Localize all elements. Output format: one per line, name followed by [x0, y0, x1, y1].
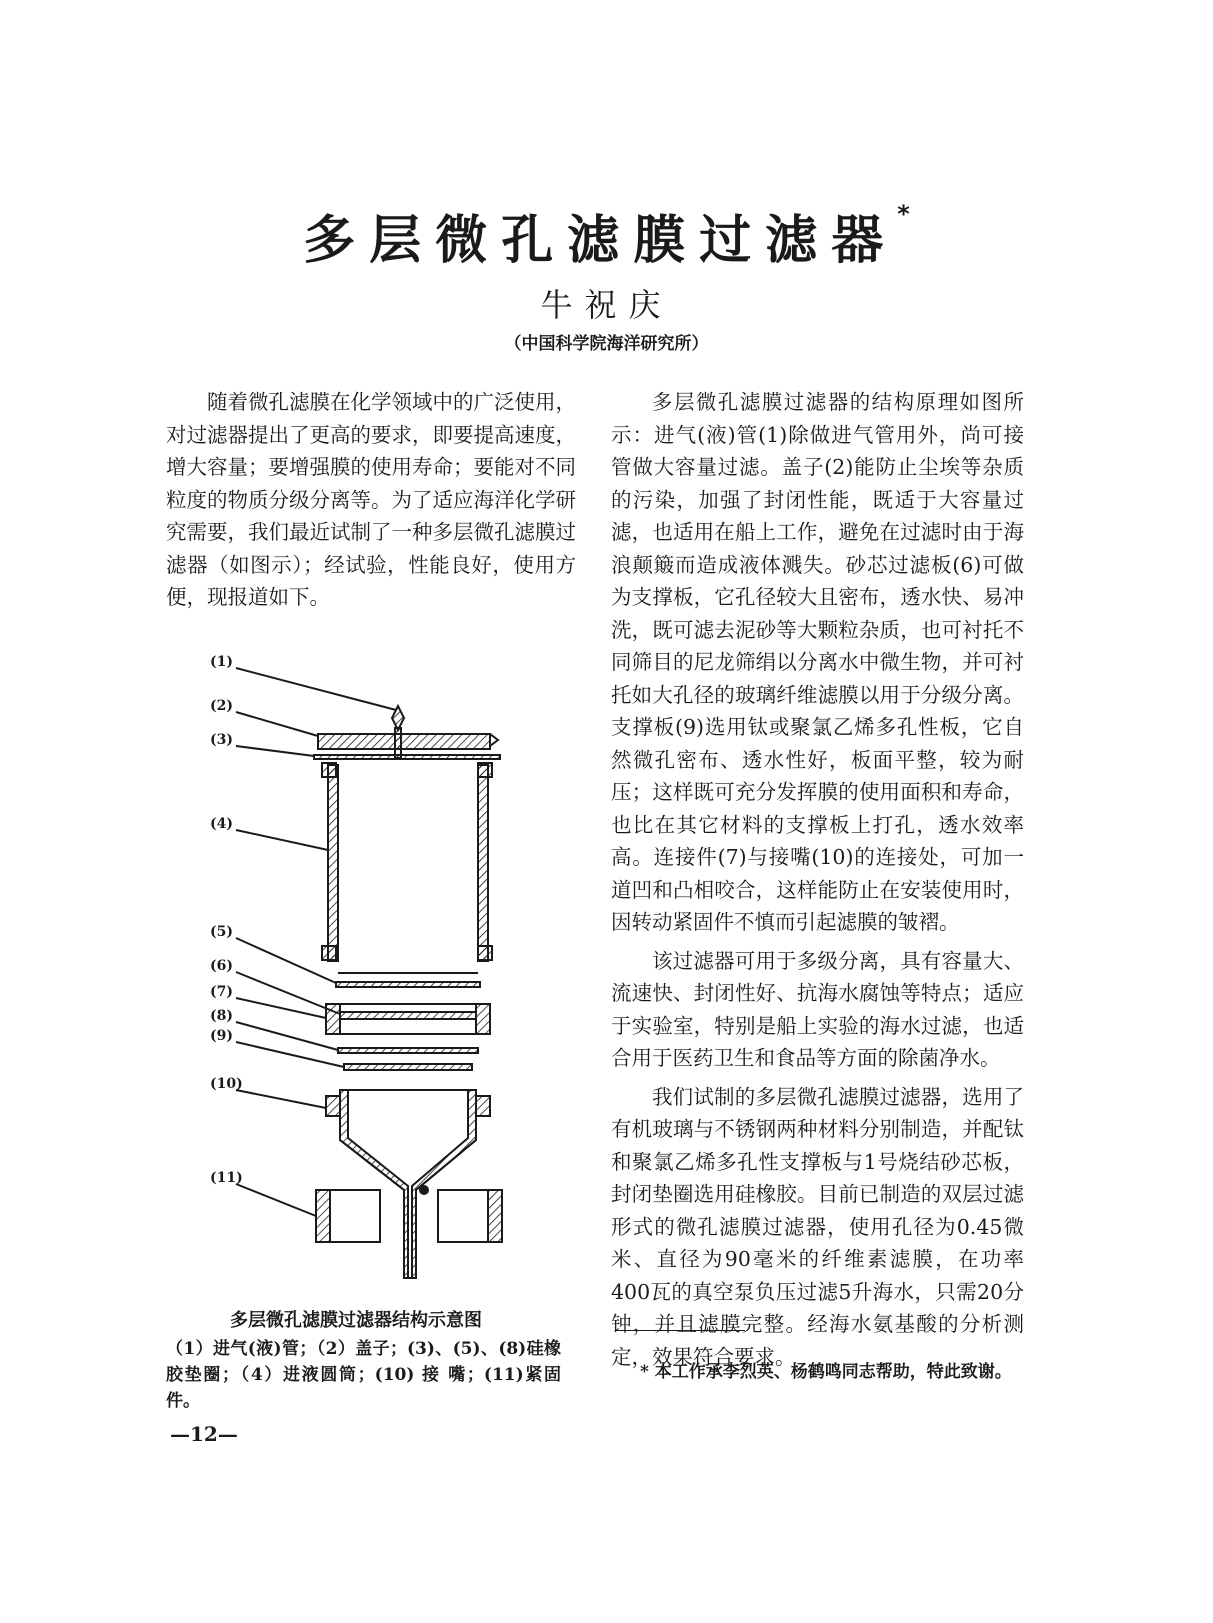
- author: 牛祝庆: [540, 286, 673, 324]
- footnote-divider: [615, 1330, 745, 1331]
- part-label: (6): [210, 958, 233, 974]
- inlet-cylinder-part: [322, 763, 492, 973]
- gasket-8-part: [338, 1048, 478, 1053]
- part-label: (3): [210, 732, 233, 748]
- paragraph: 我们试制的多层微孔滤膜过滤器，选用了有机玻璃与不锈钢两种材料分别制造，并配钛和聚氯乙烯多孔性支撑板与1号烧结砂芯板，封闭垫圈选用硅橡胶。目前已制造的双层过滤形式的微孔滤膜过滤器，使用孔径为0.45微米、直径为90毫米的纤维素滤膜，在功率400瓦的真空泵负压过滤5升海水，只需20分钟，并且滤膜完整。经海水氨基酸的分析测定，效果符合要求。: [611, 1084, 1024, 1369]
- part-label: (10): [210, 1076, 243, 1092]
- nozzle-part: [326, 1090, 490, 1278]
- part-label: (8): [210, 1008, 233, 1024]
- part-label: (1): [210, 654, 233, 670]
- paragraph: 该过滤器可用于多级分离，具有容量大、流速快、封闭性好、抗海水腐蚀等特点；适应于实验室，特别是船上实验的海水过滤，也适合用于医药卫生和食品等方面的除菌净水。: [611, 948, 1024, 1070]
- page-number: —12—: [170, 1422, 238, 1446]
- lid-part: [318, 734, 498, 749]
- paragraph: 随着微孔滤膜在化学领域中的广泛使用，对过滤器提出了更高的要求，即要提高速度，增大容量；要增强膜的使用寿命；要能对不同粒度的物质分级分离等。为了适应海洋化学研究需要，我们最近试制了一种多层微孔滤膜过滤器（如图示）；经试验，性能良好，使用方便，现报道如下。: [166, 390, 576, 609]
- title-footnote-mark: *: [897, 200, 910, 228]
- part-label: (11): [210, 1170, 243, 1186]
- gasket-3-part: [314, 755, 500, 759]
- figure-caption: 多层微孔滤膜过滤器结构示意图: [230, 1310, 482, 1331]
- support-plate-part: [344, 1064, 472, 1070]
- part-label: (7): [210, 984, 233, 1000]
- part-label: (4): [210, 816, 233, 832]
- part-label: (9): [210, 1028, 233, 1044]
- inlet-tube-part: [392, 706, 404, 758]
- title-text: 多层微孔滤膜过滤器: [303, 211, 898, 271]
- figure-legend: （1）进气(液)管；（2）盖子；(3)、(5)、(8)硅橡胶垫圈；（4）进液圆筒；(10) 接 嘴；(11)紧固件。: [166, 1339, 561, 1411]
- part-label: (2): [210, 698, 233, 714]
- page-title: [0, 198, 1213, 273]
- filter-diagram: [198, 650, 538, 1300]
- right-column: [611, 386, 1024, 1373]
- connector-part: [326, 1004, 490, 1034]
- footnote: * 本工作承李烈英、杨鹤鸣同志帮助，特此致谢。: [640, 1362, 1012, 1382]
- paragraph: 多层微孔滤膜过滤器的结构原理如图所示：进气(液)管(1)除做进气管用外，尚可接管做大容量过滤。盖子(2)能防止尘埃等杂质的污染，加强了封闭性能，既适于大容量过滤，也适用在船上工作，避免在过滤时由于海浪颠簸而造成液体溅失。砂芯过滤板(6)可做为支撑板，它孔径较大且密布，透水快、易冲洗，既可滤去泥砂等大颗粒杂质，也可衬托不同筛目的尼龙筛绢以分离水中微生物，并可衬托如大孔径的玻璃纤维滤膜以用于分级分离。支撑板(9)选用钛或聚氯乙烯多孔性板，它自然微孔密布、透水性好，板面平整，较为耐压；这样既可充分发挥膜的使用面积和寿命，也比在其它材料的支撑板上打孔，透水效率高。连接件(7)与接嘴(10)的连接处，可加一道凹和凸相咬合，这样能防止在安装使用时，因转动紧固件不慎而引起滤膜的皱褶。: [611, 390, 1024, 934]
- affiliation: （中国科学院海洋研究所）: [504, 334, 709, 354]
- left-column: [166, 386, 576, 614]
- gasket-5-part: [336, 982, 480, 987]
- part-label: (5): [210, 924, 233, 940]
